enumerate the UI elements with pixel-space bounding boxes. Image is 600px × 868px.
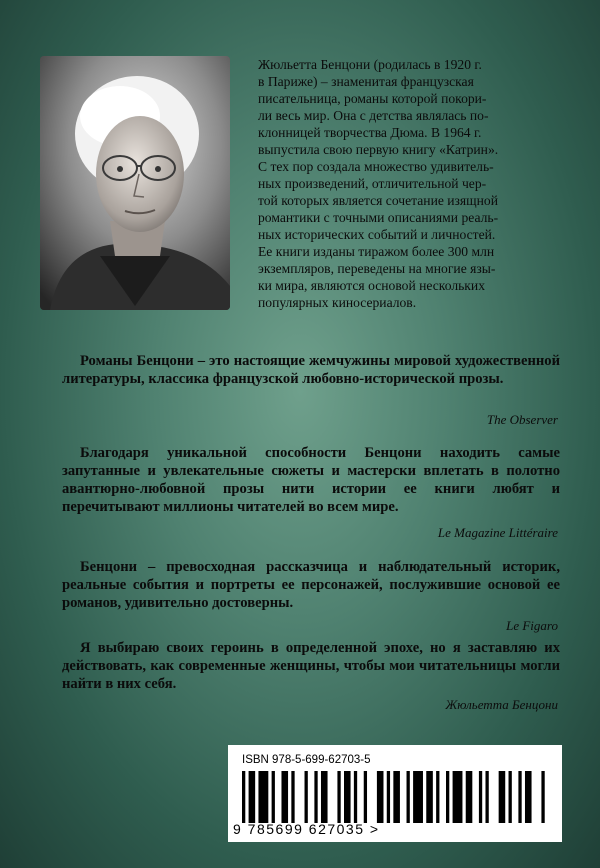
author-bio <box>258 56 566 311</box>
barcode-bar <box>407 771 410 823</box>
barcode-bar <box>272 771 275 823</box>
bio-line: ных исторических событий и личностей. <box>258 227 496 242</box>
barcode-bar <box>242 771 245 823</box>
bio-line: ки мира, являются основой нескольких <box>258 278 485 293</box>
barcode-bar <box>509 771 512 823</box>
quote-text: Я выбираю своих героинь в определенной эпохе, но я заставляю их действовать, как современные женщины, чтобы мои читательницы могли найти в них себя. <box>62 640 560 692</box>
quote-text: Благодаря уникальной способности Бенцони находить самые запутанные и увлекательные сюжеты и мастерски вплетать в полотно авантюрно-любовной прозы нити истории ее книги любят и перечитывают миллионы читателей во всем мире. <box>62 445 560 515</box>
bio-line: писательница, романы которой покори- <box>258 91 487 106</box>
bio-line: ных произведений, отличительной чер- <box>258 176 487 191</box>
quote-text: Бенцони – превосходная рассказчица и наблюдательный историк, реальные события и портреты ее персонажей, послужившие основой ее романов, удивительно достоверны. <box>62 559 560 611</box>
bio-line: клонницей творчества Дюма. В 1964 г. <box>258 125 482 140</box>
barcode-bar <box>499 771 506 823</box>
barcode-bar <box>446 771 449 823</box>
barcode-bar <box>413 771 423 823</box>
barcode-bar <box>466 771 473 823</box>
barcode-bar <box>344 771 351 823</box>
barcode-bar <box>291 771 294 823</box>
quote-text: Романы Бенцони – это настоящие жемчужины мировой художественной литературы, классика французской любовно-исторической прозы. <box>62 353 560 387</box>
barcode-bar <box>436 771 439 823</box>
barcode-bar <box>525 771 532 823</box>
barcode-number: 9 785699 627035 > <box>233 821 380 837</box>
barcode-bar <box>377 771 384 823</box>
barcode-bar <box>337 771 340 823</box>
barcode-bar <box>393 771 400 823</box>
barcode-bar <box>518 771 521 823</box>
bio-line: популярных киносериалов. <box>258 295 417 310</box>
barcode-bar <box>364 771 367 823</box>
bio-line: экземпляров, переведены на многие язы- <box>258 261 496 276</box>
portrait-illustration <box>40 56 230 310</box>
isbn-label: ISBN 978-5-699-62703-5 <box>242 754 371 766</box>
bio-line: Ее книги изданы тиражом более 300 млн <box>258 244 495 259</box>
barcode-panel <box>228 745 562 842</box>
barcode-bar <box>541 771 544 823</box>
bio-line: ли весь мир. Она с детства являлась по- <box>258 108 489 123</box>
barcode-bar <box>281 771 288 823</box>
bio-line: в Париже) – знаменитая французская <box>258 74 474 89</box>
barcode-bar <box>305 771 308 823</box>
bio-line: С тех пор создала множество удивитель- <box>258 159 494 174</box>
quote-source: The Observer <box>486 412 558 427</box>
barcode-bar <box>314 771 317 823</box>
barcode-bar <box>485 771 488 823</box>
barcode-bar <box>258 771 268 823</box>
barcode-bar <box>453 771 463 823</box>
barcode-bars <box>242 771 548 823</box>
quote-source: Жюльетта Бенцони <box>445 697 558 712</box>
barcode-bar <box>387 771 390 823</box>
barcode-bar <box>479 771 482 823</box>
bio-line: той которых является сочетание изящной <box>258 193 498 208</box>
quote-source: Le Magazine Littéraire <box>437 525 558 540</box>
barcode-bar <box>249 771 256 823</box>
author-photo <box>40 56 230 310</box>
bio-line: романтики с точными описаниями реаль- <box>258 210 499 225</box>
barcode-bar <box>354 771 357 823</box>
bio-line: выпустила свою первую книгу «Катрин». <box>258 142 499 157</box>
barcode-bar <box>426 771 433 823</box>
barcode-bar <box>321 771 328 823</box>
quote-source: Le Figaro <box>506 618 558 633</box>
bio-line: Жюльетта Бенцони (родилась в 1920 г. <box>258 57 482 72</box>
